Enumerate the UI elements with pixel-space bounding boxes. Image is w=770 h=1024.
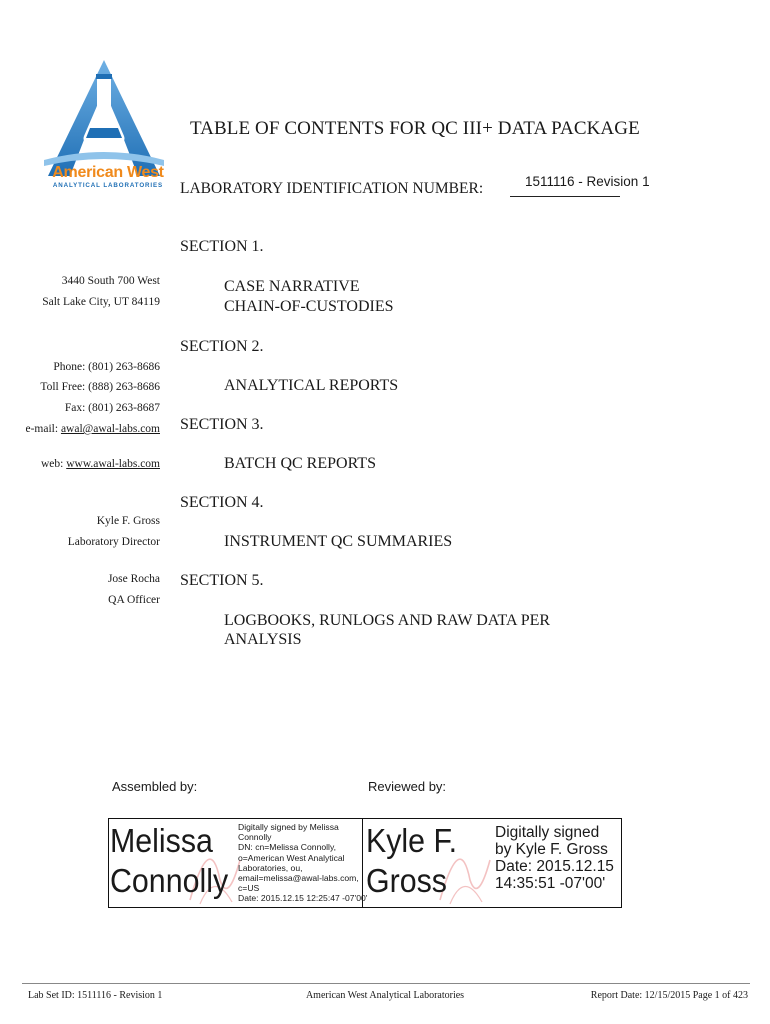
signer-right-name-line1: Kyle F.: [366, 822, 458, 859]
signer-right-details: [495, 824, 614, 892]
web-label: web:: [40, 458, 67, 470]
sig-detail-line: by Kyle F. Gross: [495, 841, 608, 858]
american-west-logo: [40, 58, 168, 192]
section-3-heading: SECTION 3.: [180, 416, 264, 433]
sig-detail-line: o=American West Analytical: [238, 852, 345, 863]
toc-item-logbooks: LOGBOOKS, RUNLOGS AND RAW DATA PER: [224, 612, 551, 629]
assembled-by-label: Assembled by:: [112, 779, 198, 794]
sig-detail-line: Digitally signed by Melissa: [238, 822, 339, 832]
logo-brand-name: American West: [52, 164, 164, 181]
footer-company: American West Analytical Laboratories: [305, 990, 465, 1001]
sig-detail-line: c=US: [238, 883, 260, 894]
contact-tollfree: Toll Free: (888) 263-8686: [40, 381, 160, 393]
footer-report-date: Report Date: 12/15/2015 Page 1 of 423: [590, 990, 748, 1001]
contact-phone: Phone: (801) 263-8686: [53, 361, 160, 373]
sig-detail-line: Date: 2015.12.15 12:25:47 -07'00': [238, 893, 368, 904]
sig-detail-line: email=melissa@awal-labs.com,: [238, 873, 359, 884]
lab-id-underline: [510, 196, 620, 197]
footer-lab-set-id: Lab Set ID: 1511116 - Revision 1: [28, 990, 163, 1001]
footer-divider: [22, 983, 750, 984]
sig-detail-line: Laboratories, ou,: [238, 862, 303, 873]
lab-id-value: 1511116 - Revision 1: [525, 174, 650, 189]
toc-item-analytical-reports: ANALYTICAL REPORTS: [224, 377, 399, 394]
section-2-heading: SECTION 2.: [180, 338, 264, 355]
contact-fax: Fax: (801) 263-8687: [64, 402, 160, 414]
web-link[interactable]: www.awal-labs.com: [66, 458, 160, 470]
contact-address-line1: 3440 South 700 West: [61, 275, 160, 287]
page-title: TABLE OF CONTENTS FOR QC III+ DATA PACKAGE: [190, 118, 640, 139]
section-4-heading: SECTION 4.: [180, 494, 264, 511]
signer-left-name-line1: Melissa: [110, 822, 213, 859]
toc-item-case-narrative: CASE NARRATIVE: [224, 278, 360, 295]
contact-email-row: [26, 423, 161, 435]
qa-officer-title: QA Officer: [108, 594, 160, 606]
contact-address-line2: Salt Lake City, UT 84119: [42, 296, 160, 308]
sig-detail-line: Connolly: [238, 832, 272, 843]
email-label: e-mail:: [25, 423, 61, 435]
sig-detail-line: Digitally signed: [495, 824, 600, 841]
director-name: Kyle F. Gross: [96, 515, 160, 527]
director-title: Laboratory Director: [67, 536, 160, 548]
sig-detail-line: 14:35:51 -07'00': [495, 875, 606, 892]
contact-web-row: [41, 458, 160, 470]
email-link[interactable]: awal@awal-labs.com: [60, 423, 160, 435]
signer-right-name-line2: Gross: [366, 862, 447, 899]
sig-detail-line: DN: cn=Melissa Connolly,: [238, 842, 336, 853]
toc-item-batch-qc-reports: BATCH QC REPORTS: [224, 455, 376, 472]
qa-officer-name: Jose Rocha: [107, 573, 160, 585]
sig-detail-line: Date: 2015.12.15: [495, 858, 614, 875]
section-5-heading: SECTION 5.: [180, 572, 264, 589]
logo-brand-subtitle: ANALYTICAL LABORATORIES: [52, 182, 164, 189]
toc-item-logbooks-cont: ANALYSIS: [224, 631, 302, 648]
reviewed-by-label: Reviewed by:: [368, 779, 447, 794]
toc-item-chain-of-custodies: CHAIN-OF-CUSTODIES: [224, 298, 394, 315]
toc-item-instrument-qc: INSTRUMENT QC SUMMARIES: [224, 533, 453, 550]
lab-id-label: LABORATORY IDENTIFICATION NUMBER:: [180, 180, 484, 197]
signer-left-name-line2: Connolly: [110, 862, 229, 899]
section-1-heading: SECTION 1.: [180, 238, 264, 255]
signer-left-details: [238, 822, 367, 904]
